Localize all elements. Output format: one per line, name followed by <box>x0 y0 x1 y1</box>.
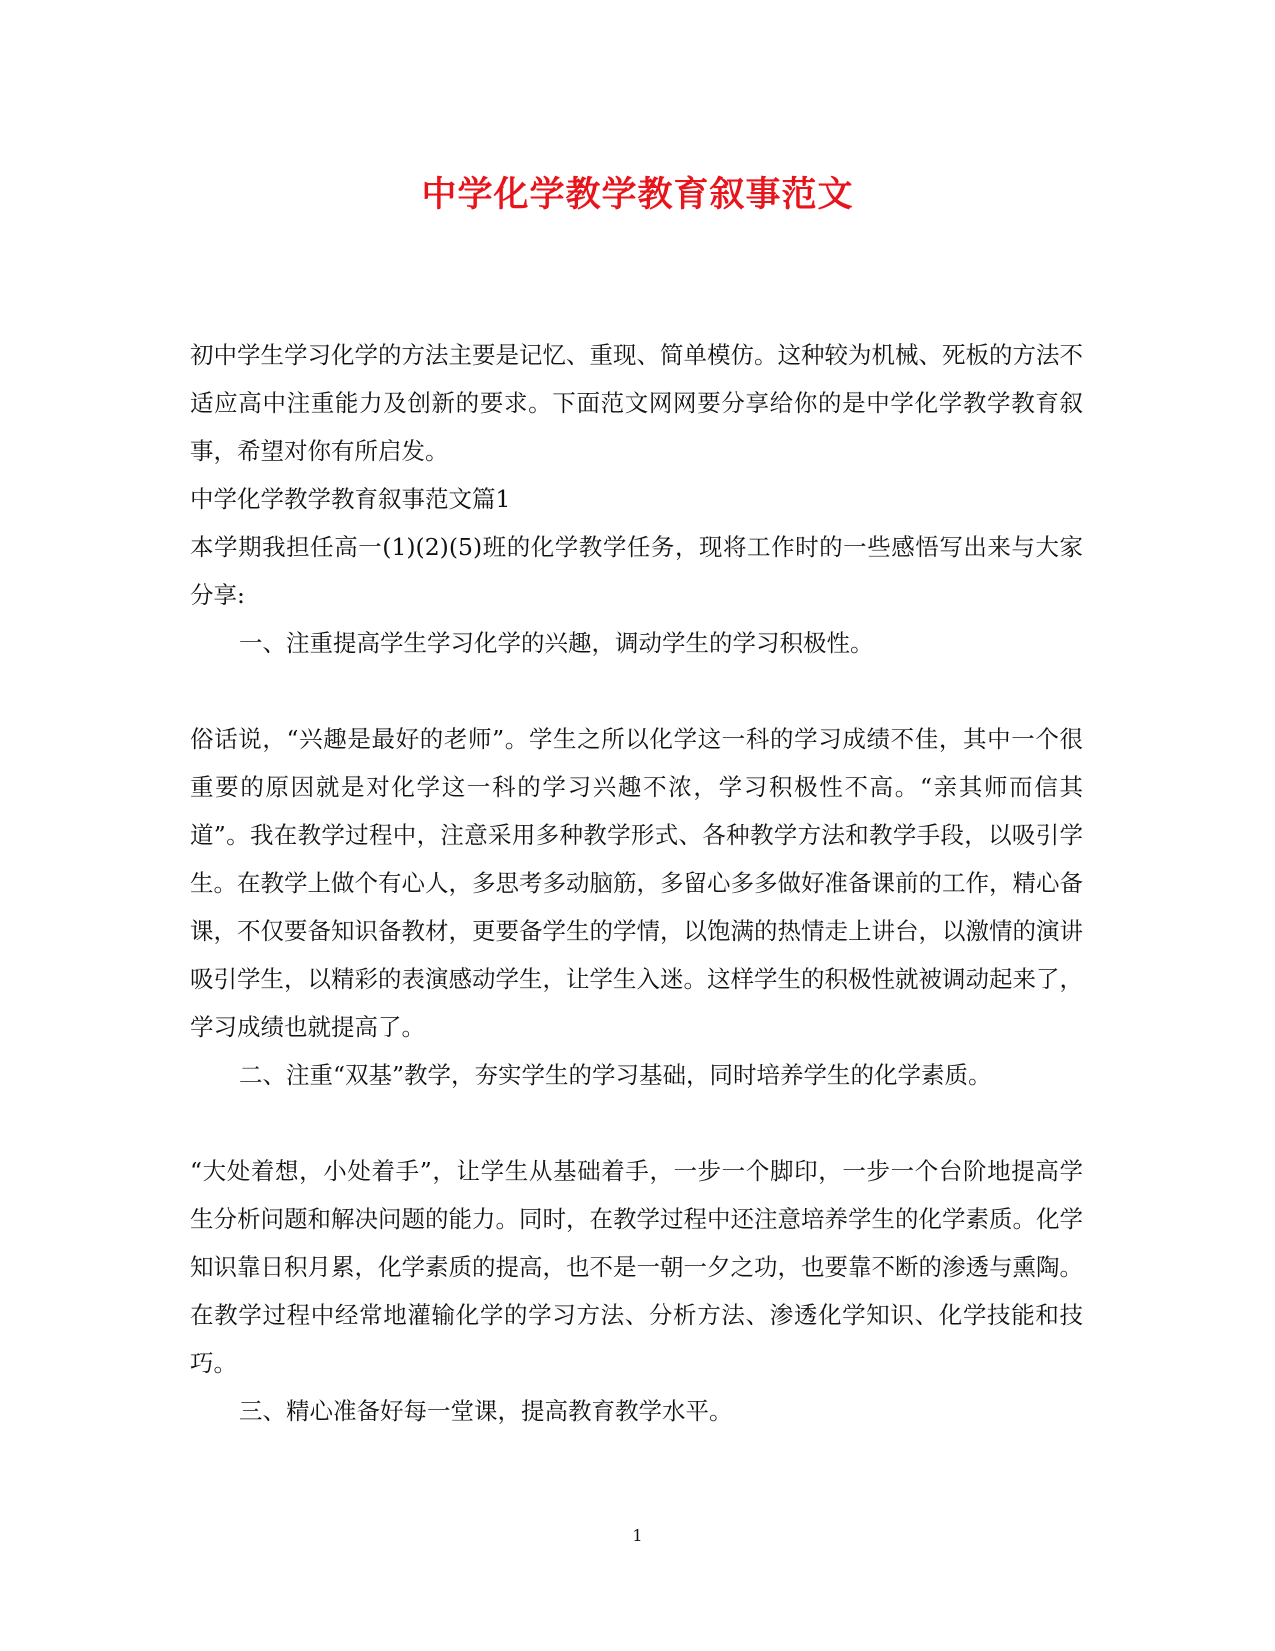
point-heading-2: 二、注重“双基”教学，夯实学生的学习基础，同时培养学生的化学素质。 <box>239 1061 992 1089</box>
point-heading-3: 三、精心准备好每一堂课，提高教育教学水平。 <box>239 1397 733 1425</box>
paragraph-spacer <box>190 667 1083 715</box>
document-body <box>190 331 1083 1435</box>
page-number: 1 <box>632 1526 643 1545</box>
paragraph-spacer <box>190 1099 1083 1147</box>
point-heading-1: 一、注重提高学生学习化学的兴趣，调动学生的学习积极性。 <box>239 629 874 657</box>
body-paragraph-1: 俗话说，“兴趣是最好的老师”。学生之所以化学这一科的学习成绩不佳，其中一个很重要的原因就是对化学这一科的学习兴趣不浓，学习积极性不高。“亲其师而信其道”。我在教学过程中，注意采用多种教学形式、各种教学方法和教学手段，以吸引学生。在教学上做个有心人，多思考多动脑筋，多留心多多做好准备课前的工作，精心备课，不仅要备知识备教材，更要备学生的学情，以饱满的热情走上讲台，以激情的演讲吸引学生，以精彩的表演感动学生，让学生入迷。这样学生的积极性就被调动起来了，学习成绩也就提高了。 <box>190 725 1083 1041</box>
opening-paragraph: 本学期我担任高一(1)(2)(5)班的化学教学任务，现将工作时的一些感悟写出来与大家分享: <box>190 533 1083 609</box>
section-heading: 中学化学教学教育叙事范文篇1 <box>190 485 511 513</box>
body-paragraph-2: “大处着想，小处着手”，让学生从基础着手，一步一个脚印，一步一个台阶地提高学生分析问题和解决问题的能力。同时，在教学过程中还注意培养学生的化学素质。化学知识靠日积月累，化学素质的提高，也不是一朝一夕之功，也要靠不断的渗透与熏陶。在教学过程中经常地灌输化学的学习方法、分析方法、渗透化学知识、化学技能和技巧。 <box>190 1157 1083 1377</box>
document-title: 中学化学教学教育叙事范文 <box>421 174 854 215</box>
intro-paragraph: 初中学生学习化学的方法主要是记忆、重现、简单模仿。这种较为机械、死板的方法不适应高中注重能力及创新的要求。下面范文网网要分享给你的是中学化学教学教育叙事，希望对你有所启发。 <box>190 341 1083 465</box>
